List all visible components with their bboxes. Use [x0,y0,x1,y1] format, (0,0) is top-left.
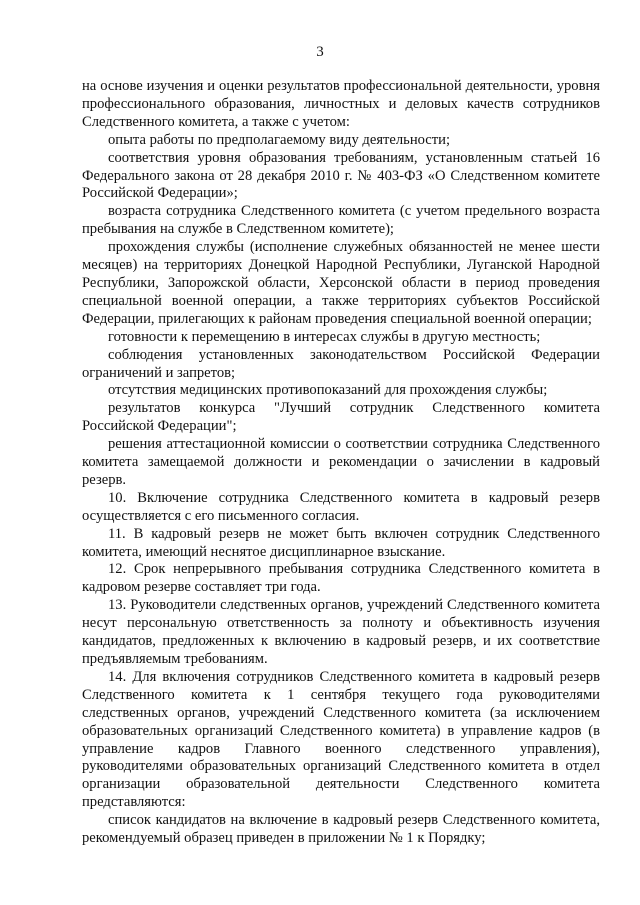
paragraph-item-13: 13. Руководители следственных органов, учреждений Следственного комитета несут персональную ответственность за полноту и объективность изучения кандидатов, предложенных к включению в кадровый резерв, и их соответствие предъявляемым требованиям. [82,597,600,667]
paragraph-age: возраста сотрудника Следственного комитета (с учетом предельного возраста пребывания на службе в Следственном комитете); [82,203,600,238]
paragraph-item-10: 10. Включение сотрудника Следственного комитета в кадровый резерв осуществляется с его письменного согласия. [82,489,600,524]
paragraph-item-12: 12. Срок непрерывного пребывания сотрудника Следственного комитета в кадровом резерве составляет три года. [82,561,600,596]
document-body [82,78,600,848]
paragraph-item-11: 11. В кадровый резерв не может быть включен сотрудник Следственного комитета, имеющий неснятое дисциплинарное взыскание. [82,525,600,560]
paragraph-attestation: решения аттестационной комиссии о соответствии сотрудника Следственного комитета замещаемой должности и рекомендации о зачислении в кадровый резерв. [82,436,600,488]
paragraph-experience: опыта работы по предполагаемому виду деятельности; [108,131,451,148]
paragraph-relocation: готовности к перемещению в интересах службы в другую местность; [108,328,541,345]
paragraph-intro: на основе изучения и оценки результатов профессиональной деятельности, уровня профессионального образования, личностных и деловых качеств сотрудников Следственного комитета, а также с учетом: [82,78,600,130]
paragraph-service: прохождения службы (исполнение служебных обязанностей не менее шести месяцев) на территориях Донецкой Народной Республики, Луганской Народной Республики, Запорожской области, Херсонской области в период проведения специальной военной операции, а также территориях субъектов Российской Федерации, прилегающих к районам проведения специальной военной операции; [82,239,600,327]
paragraph-candidate-list: список кандидатов на включение в кадровый резерв Следственного комитета, рекомендуемый образец приведен в приложении № 1 к Порядку; [82,812,600,847]
paragraph-restrictions: соблюдения установленных законодательством Российской Федерации ограничений и запретов; [82,346,600,381]
paragraph-medical: отсутствия медицинских противопоказаний для прохождения службы; [108,382,548,399]
paragraph-contest: результатов конкурса "Лучший сотрудник Следственного комитета Российской Федерации"; [82,400,600,435]
page-number: 3 [316,44,324,60]
paragraph-item-14: 14. Для включения сотрудников Следственного комитета в кадровый резерв Следственного комитета к 1 сентября текущего года руководителями следственных органов, учреждений Следственного комитета (за исключением образовательных организаций Следственного комитета) в управление кадров (в управление кадров Главного военного следственного управления), руководителями образовательных организаций Следственного комитета в отдел организации образовательной деятельности Следственного комитета представляются: [82,668,600,811]
paragraph-education: соответствия уровня образования требованиям, установленным статьей 16 Федерального закона от 28 декабря 2010 г. № 403-ФЗ «О Следственном комитете Российской Федерации»; [82,149,600,202]
